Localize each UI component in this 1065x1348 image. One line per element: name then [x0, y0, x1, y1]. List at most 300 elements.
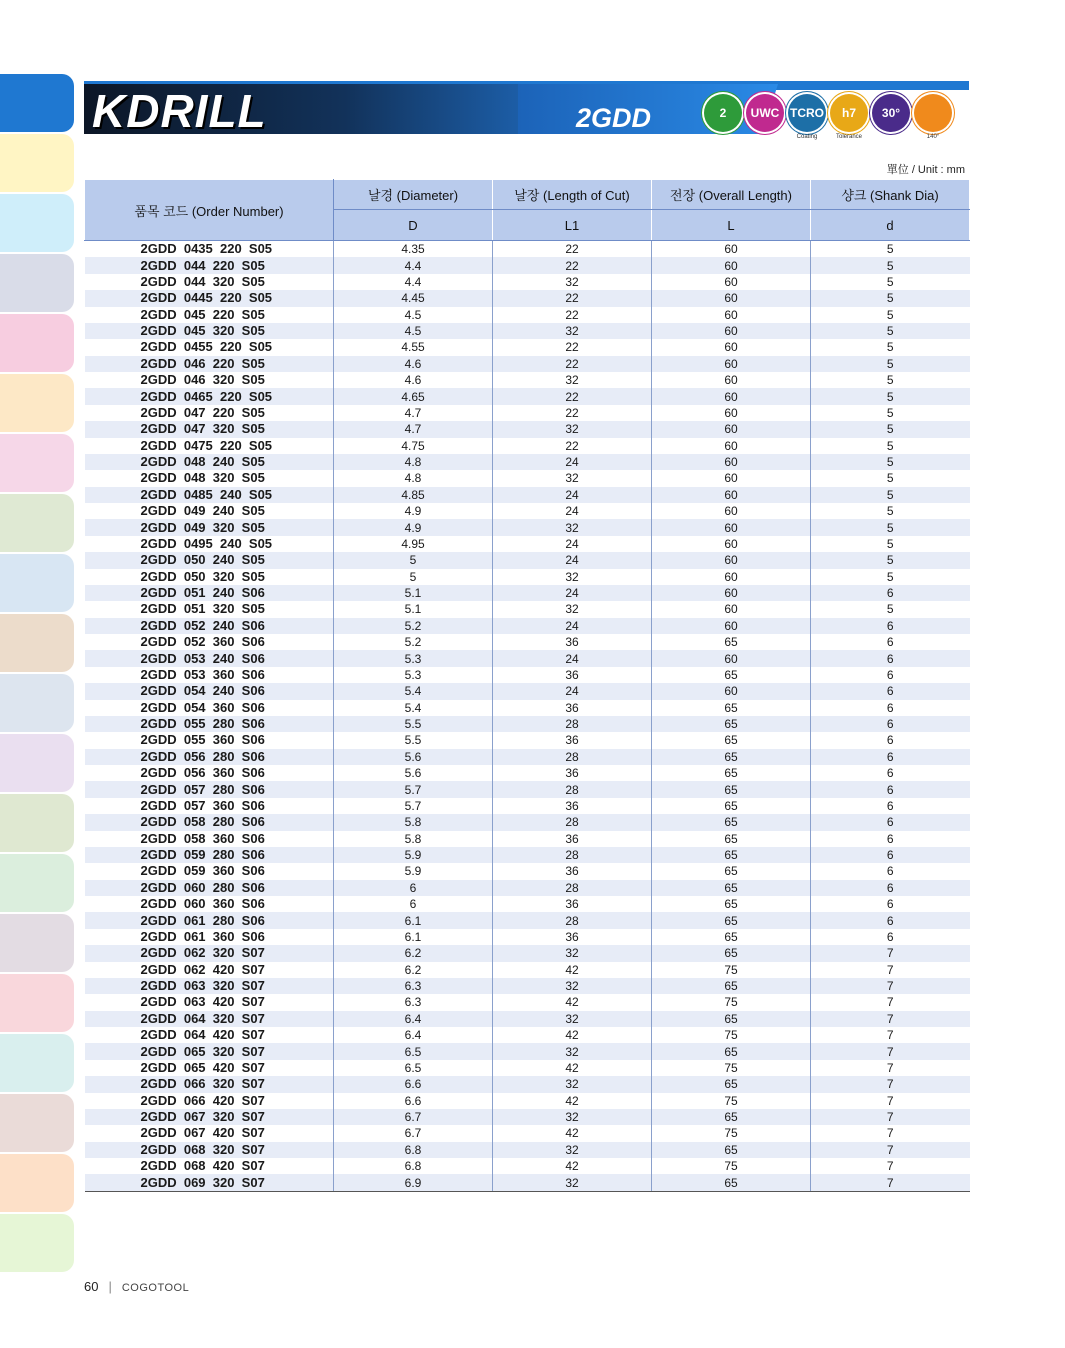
cell-length-of-cut: 24	[493, 683, 652, 699]
table-row	[85, 1093, 970, 1109]
cell-length-of-cut: 22	[493, 339, 652, 355]
spec-table-body	[85, 241, 970, 1192]
cell-shank-dia: 6	[886, 798, 894, 813]
cell-shank-dia: 5	[886, 504, 894, 519]
cell-shank-dia: 6	[811, 749, 970, 765]
cell-order-number: 2GDD 051 240 S06	[85, 585, 334, 601]
cell-diameter: 6	[334, 880, 493, 896]
brand-title: KDRILL	[92, 85, 267, 137]
side-tab-8[interactable]	[0, 554, 74, 612]
cell-length-of-cut: 42	[493, 1158, 652, 1174]
cell-length-of-cut: 24	[493, 487, 652, 503]
h7-tolerance-icon	[830, 94, 868, 140]
cell-overall-length: 60	[652, 323, 811, 339]
cell-order-number: 2GDD 068 320 S07	[85, 1142, 334, 1158]
cell-diameter: 4.85	[334, 487, 493, 503]
table-row	[85, 585, 970, 601]
cell-length-of-cut: 32	[493, 978, 652, 994]
table-row	[85, 765, 970, 781]
cell-shank-dia: 5	[886, 536, 894, 551]
cell-diameter: 4.6	[334, 372, 493, 388]
cell-length-of-cut: 32	[493, 1076, 652, 1092]
cell-length-of-cut: 36	[493, 765, 652, 781]
cell-overall-length: 65	[652, 863, 811, 879]
helix-30-icon	[872, 94, 910, 132]
cell-diameter: 4.8	[334, 470, 493, 486]
cell-diameter: 4.6	[334, 356, 493, 372]
table-row	[85, 388, 970, 404]
cell-order-number: 2GDD 053 360 S06	[85, 667, 334, 683]
cell-shank-dia: 7	[886, 962, 894, 977]
cell-overall-length: 65	[652, 831, 811, 847]
cell-order-number: 2GDD 048 240 S05	[85, 454, 334, 470]
table-row	[85, 421, 970, 437]
table-row	[85, 503, 970, 519]
cell-overall-length: 60	[652, 601, 811, 617]
table-row	[85, 781, 970, 797]
page-footer	[84, 1279, 189, 1294]
cell-length-of-cut: 36	[493, 896, 652, 912]
table-row	[85, 470, 970, 486]
h7-tolerance-icon-sub: Tolerance	[835, 134, 862, 140]
table-row	[85, 241, 970, 258]
cell-order-number: 2GDD 062 320 S07	[85, 945, 334, 961]
cell-shank-dia: 6	[886, 635, 894, 650]
cell-diameter: 6.8	[334, 1142, 493, 1158]
table-row	[85, 1125, 970, 1141]
cell-overall-length: 65	[652, 634, 811, 650]
cell-diameter: 6.5	[334, 1043, 493, 1059]
cell-length-of-cut: 36	[493, 863, 652, 879]
cell-length-of-cut: 28	[493, 912, 652, 928]
cell-order-number: 2GDD 054 240 S06	[85, 683, 334, 699]
spec-table	[84, 179, 970, 1192]
header-shank-dia: 샹크 (Shank Dia)	[811, 180, 970, 210]
cell-diameter: 6.3	[334, 994, 493, 1010]
unit-note: 單位 / Unit : mm	[886, 164, 965, 176]
cell-length-of-cut: 36	[493, 732, 652, 748]
cell-length-of-cut: 32	[493, 1109, 652, 1125]
table-row	[85, 732, 970, 748]
table-row	[85, 307, 970, 323]
cell-overall-length: 60	[652, 650, 811, 666]
cell-shank-dia: 5	[811, 323, 970, 339]
cell-overall-length: 65	[652, 667, 811, 683]
cell-diameter: 6.4	[334, 1027, 493, 1043]
cell-overall-length: 65	[652, 781, 811, 797]
cell-overall-length: 60	[652, 307, 811, 323]
cell-shank-dia: 7	[811, 978, 970, 994]
cell-length-of-cut: 24	[493, 585, 652, 601]
table-row	[85, 700, 970, 716]
cell-diameter: 4.95	[334, 536, 493, 552]
cell-length-of-cut: 36	[493, 929, 652, 945]
cell-diameter: 6.1	[334, 912, 493, 928]
helix-30-icon-label: 30°	[881, 106, 901, 120]
cell-overall-length: 60	[652, 470, 811, 486]
cell-overall-length: 60	[652, 356, 811, 372]
symbol-length-of-cut: L1	[493, 210, 652, 241]
cell-length-of-cut: 32	[493, 1174, 652, 1191]
cell-overall-length: 60	[652, 290, 811, 306]
table-row	[85, 290, 970, 306]
cell-shank-dia: 5	[886, 602, 894, 617]
cell-shank-dia: 7	[811, 1109, 970, 1125]
cell-shank-dia: 6	[811, 585, 970, 601]
cell-length-of-cut: 28	[493, 781, 652, 797]
side-tab-12[interactable]	[0, 794, 74, 852]
cell-diameter: 6.8	[334, 1158, 493, 1174]
cell-shank-dia: 7	[886, 1159, 894, 1174]
table-row	[85, 601, 970, 617]
table-row	[85, 1027, 970, 1043]
cell-overall-length: 75	[652, 1027, 811, 1043]
cell-diameter: 5.7	[334, 781, 493, 797]
table-row	[85, 683, 970, 699]
cell-diameter: 5.4	[334, 700, 493, 716]
cell-length-of-cut: 36	[493, 667, 652, 683]
cell-shank-dia: 6	[886, 766, 894, 781]
cell-shank-dia: 6	[886, 831, 894, 846]
cell-diameter: 4.5	[334, 323, 493, 339]
cell-shank-dia: 7	[811, 1043, 970, 1059]
cell-length-of-cut: 42	[493, 1027, 652, 1043]
cell-diameter: 6.7	[334, 1125, 493, 1141]
cell-length-of-cut: 36	[493, 700, 652, 716]
cell-shank-dia: 6	[886, 929, 894, 944]
cell-overall-length: 65	[652, 896, 811, 912]
cell-length-of-cut: 22	[493, 307, 652, 323]
side-tab-7[interactable]	[0, 494, 74, 552]
cell-diameter: 5.6	[334, 765, 493, 781]
side-tab-4[interactable]	[0, 314, 74, 372]
cell-overall-length: 60	[652, 257, 811, 273]
cell-length-of-cut: 36	[493, 634, 652, 650]
symbol-overall-length: L	[652, 210, 811, 241]
cell-overall-length: 60	[652, 438, 811, 454]
cell-length-of-cut: 28	[493, 716, 652, 732]
cell-shank-dia: 6	[811, 880, 970, 896]
cell-diameter: 5.1	[334, 585, 493, 601]
cell-order-number: 2GDD 060 280 S06	[85, 880, 334, 896]
table-row	[85, 356, 970, 372]
side-tab-19[interactable]	[0, 1214, 74, 1272]
cell-length-of-cut: 24	[493, 618, 652, 634]
cell-order-number: 2GDD 056 280 S06	[85, 749, 334, 765]
cell-overall-length: 65	[652, 880, 811, 896]
point-angle-140-icon	[914, 94, 952, 140]
cell-shank-dia: 6	[811, 716, 970, 732]
cell-overall-length: 65	[652, 1174, 811, 1191]
tcro-coating-icon	[788, 94, 826, 140]
cell-overall-length: 65	[652, 1076, 811, 1092]
cell-order-number: 2GDD 066 320 S07	[85, 1076, 334, 1092]
cell-shank-dia: 6	[811, 781, 970, 797]
cell-length-of-cut: 32	[493, 274, 652, 290]
table-row	[85, 257, 970, 273]
cell-overall-length: 60	[652, 454, 811, 470]
cell-diameter: 6.2	[334, 962, 493, 978]
cell-shank-dia: 7	[886, 1093, 894, 1108]
tcro-coating-icon-label: TCRO	[790, 106, 824, 120]
cell-shank-dia: 7	[886, 995, 894, 1010]
side-tab-11[interactable]	[0, 734, 74, 792]
cell-shank-dia: 5	[811, 388, 970, 404]
header-brand-panel	[84, 84, 518, 137]
table-row	[85, 716, 970, 732]
cell-length-of-cut: 42	[493, 1125, 652, 1141]
cell-overall-length: 60	[652, 339, 811, 355]
table-row	[85, 1109, 970, 1125]
uwc-icon	[746, 94, 784, 132]
point-angle-140-icon-sub: 140°	[926, 134, 940, 140]
cell-shank-dia: 6	[886, 897, 894, 912]
side-tab-14[interactable]	[0, 914, 74, 972]
cell-order-number: 2GDD 050 320 S05	[85, 569, 334, 585]
cell-overall-length: 60	[652, 421, 811, 437]
cell-length-of-cut: 22	[493, 241, 652, 258]
table-row	[85, 1076, 970, 1092]
cell-order-number: 2GDD 052 240 S06	[85, 618, 334, 634]
table-row	[85, 798, 970, 814]
cell-order-number: 2GDD 0465 220 S05	[85, 388, 334, 404]
cell-shank-dia: 5	[886, 274, 894, 289]
table-row	[85, 569, 970, 585]
table-row	[85, 929, 970, 945]
table-row	[85, 847, 970, 863]
cell-length-of-cut: 24	[493, 536, 652, 552]
cell-overall-length: 65	[652, 798, 811, 814]
table-row	[85, 667, 970, 683]
table-row	[85, 274, 970, 290]
h7-tolerance-icon-label: h7	[841, 106, 856, 120]
table-row	[85, 962, 970, 978]
cell-order-number: 2GDD 058 280 S06	[85, 814, 334, 830]
cell-overall-length: 60	[652, 241, 811, 258]
table-row	[85, 405, 970, 421]
side-tab-13[interactable]	[0, 854, 74, 912]
cell-overall-length: 60	[652, 618, 811, 634]
cell-shank-dia: 5	[811, 290, 970, 306]
cell-diameter: 4.65	[334, 388, 493, 404]
cell-shank-dia: 5	[886, 405, 894, 420]
cell-diameter: 4.7	[334, 421, 493, 437]
cell-diameter: 4.35	[334, 241, 493, 258]
cell-overall-length: 75	[652, 1060, 811, 1076]
cell-diameter: 6.4	[334, 1011, 493, 1027]
cell-shank-dia: 7	[886, 1028, 894, 1043]
cell-overall-length: 65	[652, 1011, 811, 1027]
cell-length-of-cut: 32	[493, 1011, 652, 1027]
cell-shank-dia: 5	[886, 471, 894, 486]
table-row	[85, 339, 970, 355]
table-row	[85, 552, 970, 568]
cell-order-number: 2GDD 055 280 S06	[85, 716, 334, 732]
cell-length-of-cut: 22	[493, 356, 652, 372]
cell-diameter: 4.45	[334, 290, 493, 306]
cell-order-number: 2GDD 059 360 S06	[85, 863, 334, 879]
cell-overall-length: 60	[652, 683, 811, 699]
cell-shank-dia: 5	[886, 438, 894, 453]
table-row	[85, 978, 970, 994]
cell-overall-length: 65	[652, 945, 811, 961]
side-tab-0[interactable]	[0, 74, 74, 132]
cell-shank-dia: 7	[811, 945, 970, 961]
cell-order-number: 2GDD 067 320 S07	[85, 1109, 334, 1125]
cell-overall-length: 60	[652, 585, 811, 601]
cell-diameter: 5.4	[334, 683, 493, 699]
table-row	[85, 863, 970, 879]
cell-order-number: 2GDD 054 360 S06	[85, 700, 334, 716]
cell-length-of-cut: 32	[493, 1043, 652, 1059]
cell-overall-length: 75	[652, 1093, 811, 1109]
side-tab-9[interactable]	[0, 614, 74, 672]
cell-shank-dia: 7	[811, 1011, 970, 1027]
side-tab-16[interactable]	[0, 1034, 74, 1092]
table-row	[85, 814, 970, 830]
cell-order-number: 2GDD 065 420 S07	[85, 1060, 334, 1076]
cell-diameter: 6.7	[334, 1109, 493, 1125]
cell-order-number: 2GDD 045 320 S05	[85, 323, 334, 339]
side-tab-3[interactable]	[0, 254, 74, 312]
cell-shank-dia: 6	[886, 864, 894, 879]
cell-diameter: 6.9	[334, 1174, 493, 1191]
cell-overall-length: 75	[652, 1125, 811, 1141]
cell-diameter: 4.55	[334, 339, 493, 355]
cell-order-number: 2GDD 060 360 S06	[85, 896, 334, 912]
cell-order-number: 2GDD 052 360 S06	[85, 634, 334, 650]
cell-length-of-cut: 42	[493, 1093, 652, 1109]
uwc-icon-label: UWC	[750, 106, 780, 120]
side-tab-18[interactable]	[0, 1154, 74, 1212]
cell-overall-length: 75	[652, 962, 811, 978]
table-row	[85, 536, 970, 552]
cell-shank-dia: 7	[811, 1142, 970, 1158]
cell-shank-dia: 6	[811, 814, 970, 830]
cell-length-of-cut: 32	[493, 601, 652, 617]
cell-overall-length: 60	[652, 536, 811, 552]
table-row	[85, 1011, 970, 1027]
table-row	[85, 749, 970, 765]
cell-order-number: 2GDD 046 220 S05	[85, 356, 334, 372]
cell-order-number: 2GDD 048 320 S05	[85, 470, 334, 486]
cell-overall-length: 60	[652, 519, 811, 535]
cell-diameter: 5.8	[334, 831, 493, 847]
cell-shank-dia: 5	[811, 257, 970, 273]
table-row	[85, 1158, 970, 1174]
header-length-of-cut: 날장 (Length of Cut)	[493, 180, 652, 210]
cell-shank-dia: 5	[811, 421, 970, 437]
cell-overall-length: 65	[652, 765, 811, 781]
cell-diameter: 6.1	[334, 929, 493, 945]
cell-order-number: 2GDD 047 320 S05	[85, 421, 334, 437]
cell-diameter: 4.4	[334, 257, 493, 273]
cell-order-number: 2GDD 067 420 S07	[85, 1125, 334, 1141]
table-row	[85, 1174, 970, 1191]
cell-diameter: 5.7	[334, 798, 493, 814]
cell-overall-length: 65	[652, 716, 811, 732]
cell-shank-dia: 6	[886, 733, 894, 748]
cell-overall-length: 60	[652, 405, 811, 421]
footer-brand: COGOTOOL	[121, 1282, 190, 1294]
side-tabs	[0, 74, 74, 1274]
cell-shank-dia: 5	[886, 307, 894, 322]
cell-order-number: 2GDD 062 420 S07	[85, 962, 334, 978]
cell-diameter: 4.5	[334, 307, 493, 323]
side-tab-10[interactable]	[0, 674, 74, 732]
cell-length-of-cut: 22	[493, 438, 652, 454]
side-tab-6[interactable]	[0, 434, 74, 492]
cell-shank-dia: 6	[886, 667, 894, 682]
symbol-diameter: D	[334, 210, 493, 241]
cell-diameter: 5.2	[334, 634, 493, 650]
cell-overall-length: 60	[652, 552, 811, 568]
side-tab-2[interactable]	[0, 194, 74, 252]
cell-length-of-cut: 28	[493, 749, 652, 765]
cell-shank-dia: 5	[886, 373, 894, 388]
table-row	[85, 912, 970, 928]
cell-diameter: 5	[334, 569, 493, 585]
cell-shank-dia: 5	[811, 487, 970, 503]
cell-diameter: 6.2	[334, 945, 493, 961]
cell-diameter: 4.9	[334, 519, 493, 535]
cell-shank-dia: 6	[811, 650, 970, 666]
cell-length-of-cut: 32	[493, 569, 652, 585]
page-header	[84, 81, 969, 140]
cell-order-number: 2GDD 064 420 S07	[85, 1027, 334, 1043]
table-row	[85, 1060, 970, 1076]
table-row	[85, 1142, 970, 1158]
cell-order-number: 2GDD 057 280 S06	[85, 781, 334, 797]
cell-overall-length: 65	[652, 1109, 811, 1125]
cell-overall-length: 60	[652, 503, 811, 519]
side-tab-5[interactable]	[0, 374, 74, 432]
cell-length-of-cut: 32	[493, 421, 652, 437]
cell-length-of-cut: 36	[493, 831, 652, 847]
cell-overall-length: 65	[652, 700, 811, 716]
cell-order-number: 2GDD 064 320 S07	[85, 1011, 334, 1027]
header-diameter: 날경 (Diameter)	[334, 180, 493, 210]
cell-length-of-cut: 28	[493, 847, 652, 863]
cell-order-number: 2GDD 044 220 S05	[85, 257, 334, 273]
cell-order-number: 2GDD 058 360 S06	[85, 831, 334, 847]
cell-overall-length: 60	[652, 569, 811, 585]
cell-shank-dia: 7	[886, 1060, 894, 1075]
cell-order-number: 2GDD 059 280 S06	[85, 847, 334, 863]
cell-diameter: 5.3	[334, 667, 493, 683]
table-row	[85, 618, 970, 634]
cell-diameter: 5.5	[334, 716, 493, 732]
cell-overall-length: 65	[652, 912, 811, 928]
side-tab-1[interactable]	[0, 134, 74, 192]
cell-order-number: 2GDD 0455 220 S05	[85, 339, 334, 355]
cell-order-number: 2GDD 068 420 S07	[85, 1158, 334, 1174]
cell-length-of-cut: 22	[493, 405, 652, 421]
cell-order-number: 2GDD 0445 220 S05	[85, 290, 334, 306]
cell-length-of-cut: 32	[493, 519, 652, 535]
side-tab-15[interactable]	[0, 974, 74, 1032]
side-tab-17[interactable]	[0, 1094, 74, 1152]
footer-separator: |	[108, 1279, 112, 1294]
cell-overall-length: 65	[652, 1142, 811, 1158]
cell-length-of-cut: 32	[493, 470, 652, 486]
cell-shank-dia: 5	[811, 356, 970, 372]
flute-2-icon-label: 2	[719, 106, 727, 120]
cell-shank-dia: 7	[886, 1126, 894, 1141]
cell-shank-dia: 5	[811, 519, 970, 535]
table-row	[85, 323, 970, 339]
cell-diameter: 5.5	[334, 732, 493, 748]
